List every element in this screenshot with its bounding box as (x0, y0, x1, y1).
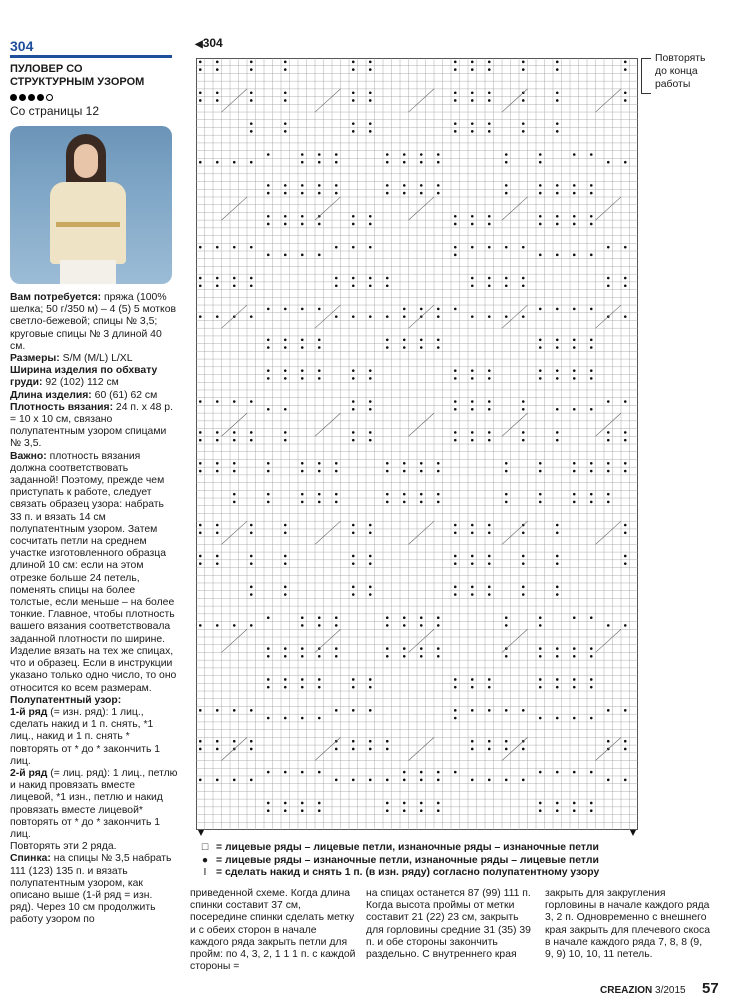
knitting-chart (196, 58, 638, 830)
paragraph-body: S/M (M/L) L/XL (59, 353, 133, 365)
chart-bottom-arrows (196, 830, 638, 838)
difficulty-rating (10, 94, 178, 102)
dot-icon: ● (201, 854, 209, 866)
paragraph-body: пряжа (100% шелка; 50 г/350 м) – 4 (5) 5 мотков светло-бежевой; спицы № 3,5; круговые спицы № 3 длиной 40 см. (10, 292, 176, 352)
row-arrow-icon (630, 830, 636, 836)
paragraph-heading: Полупатентный узор: (10, 694, 122, 706)
text-column-3: закрыть для закругления горловины в начале каждого ряда 3, 2 п. Одновременно с внешнего края закрыть для плечевого скоса в начале каждого ряда 7, 8, 8 (9, 9, 9) 10, 10, 11 петель. (545, 888, 710, 961)
legend-text: = сделать накид и снять 1 п. (в изн. ряду) согласно полупатентному узору (216, 867, 600, 878)
instruction-paragraph (10, 292, 178, 353)
title-line-1: ПУЛОВЕР СО (10, 63, 83, 75)
legend-row-purl (200, 855, 599, 868)
repeat-bracket (641, 58, 651, 94)
paragraph-body: 92 (102) 112 см (42, 377, 119, 389)
instructions-text (10, 292, 178, 927)
repeat-note (655, 52, 745, 91)
pattern-title (10, 63, 178, 89)
chart-legend (200, 842, 599, 880)
page-number: 57 (702, 980, 719, 997)
text-column-1: приведенной схеме. Когда длина спинки составит 37 см, посередине спинки сделать метку и с обеих сторон в начале каждого ряда закрыть петли для пройм: по 4, 3, 2, 1 1 1 п. с каждой стороны = (190, 888, 356, 973)
left-column (10, 38, 178, 927)
magazine-name: CREAZION (600, 985, 653, 996)
magazine-issue: 3/2015 (655, 985, 686, 996)
paragraph-heading: Размеры: (10, 353, 60, 365)
instruction-paragraph (10, 707, 178, 768)
open-square-icon: □ (201, 842, 209, 853)
legend-text: = лицевые ряды – изнаночные петли, изнаночные ряды – лицевые петли (216, 854, 599, 866)
photo-face (74, 144, 98, 178)
paragraph-body: Повторять эти 2 ряда. (10, 841, 117, 853)
legend-row-yarnover (200, 867, 599, 880)
instruction-paragraph (10, 402, 178, 451)
chart-grid-lines (196, 58, 638, 830)
paragraph-heading: Спинка: (10, 853, 51, 865)
legend-text: = лицевые ряды – лицевые петли, изнаночные ряды – изнаночные петли (216, 842, 599, 853)
title-rule (10, 55, 172, 58)
paragraph-heading: Плотность вязания: (10, 401, 114, 413)
paragraph-heading: Ширина изделия по обхвату груди: (10, 365, 158, 389)
empty-dot-icon (46, 94, 53, 101)
paragraph-heading: Длина изделия: (10, 389, 92, 401)
text-column-2: на спицах останется 87 (99) 111 п. Когда высота проймы от метки составит 21 (22) 23 см, закрыть для горловины средние 31 (35) 39 п. и обе стороны закончить раздельно. С внутреннего края (366, 888, 531, 961)
title-line-2: СТРУКТУРНЫМ УЗОРОМ (10, 76, 145, 88)
filled-dot-icon (10, 94, 17, 101)
instruction-paragraph (10, 841, 178, 853)
legend-row-knit (200, 842, 599, 855)
instruction-paragraph (10, 390, 178, 402)
paragraph-heading: Вам потребуется: (10, 292, 102, 303)
row-arrow-icon (198, 830, 204, 836)
instruction-paragraph (10, 353, 178, 365)
instruction-paragraph (10, 365, 178, 389)
chart-arrow-icon: ◀ (195, 39, 203, 50)
paragraph-body: (= изн. ряд): 1 лиц., сделать накид и 1 п. снять, *1 лиц., накид и 1 п. снять * повторять от * до * закончить 1 лиц. (10, 706, 161, 767)
paragraph-body: плотность вязания должна соответствовать заданной! Поэтому, прежде чем приступать к работе, следует связать образец узора: набрать 33 п. и вязать 14 см полупатентным узором. Затем сосчитать петли на среднем участке изготовленного образца длиной 10 см: если на этом отрезке больше 24 петель, поменять спицы на более толстые, если меньше – на более тонкие. Главное, чтобы плотность вашего вязания соответствовала заданной плотности по ширине. Изделие вязать на тех же спицах, что и образец. Если в инструкции указано только одно число, то оно относится ко всем размерам. (10, 450, 177, 694)
repeat-note-line-2: до конца (655, 66, 698, 77)
paragraph-body: 60 (61) 62 см (91, 389, 158, 401)
chart-label-text: 304 (202, 36, 223, 50)
paragraph-heading: Важно: (10, 450, 47, 462)
from-page-note: Со страницы 12 (10, 104, 100, 118)
paragraph-body: (= лиц. ряд): 1 лиц., петлю и накид провязать вместе лицевой, *1 изн., петлю и накид провязать вместе лицевой* повторять от * до * закончить 1 лиц. (10, 767, 178, 840)
instruction-paragraph (10, 768, 178, 841)
filled-dot-icon (28, 94, 35, 101)
instruction-paragraph (10, 451, 178, 695)
repeat-note-line-1: Повторять (655, 53, 706, 64)
repeat-note-line-3: работы (655, 79, 691, 90)
instruction-paragraph (10, 853, 178, 926)
filled-dot-icon (37, 94, 44, 101)
vertical-bar-icon: I (203, 867, 207, 878)
photo-trousers (60, 260, 116, 284)
paragraph-heading: 2-й ряд (10, 767, 48, 779)
paragraph-body: на спицы № 3,5 набрать 111 (123) 135 п. и вязать полупатентным узором, как описано выше (1-й ряд = изн. ряд). Через 10 см продолжить работу узором по (10, 853, 172, 926)
magazine-footer (600, 985, 686, 996)
paragraph-heading: 1-й ряд (10, 706, 48, 718)
paragraph-body: 24 п. х 48 р. = 10 х 10 см, связано полупатентным узором спицами № 3,5. (10, 401, 173, 450)
model-photo (10, 126, 172, 284)
instruction-paragraph (10, 695, 178, 707)
chart-label (195, 36, 223, 50)
photo-belt (56, 222, 120, 227)
filled-dot-icon (19, 94, 26, 101)
pattern-number: 304 (10, 38, 34, 54)
